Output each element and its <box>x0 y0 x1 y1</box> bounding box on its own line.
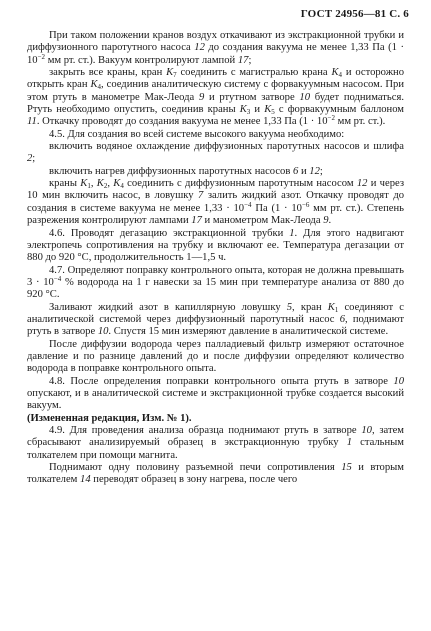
paragraph: краны $K_1$, $K_2$, $K_4$ соединить с диффузионным паротутным насосом 12 и через 10 мин включить насос, в ловушку 7 залить жидкий азот. Откачку проводят до создания в системе вакуума не менее $1,33 \cdot 10^{-4}$ Па ($1 \cdot 10^{-6}$ мм рт. ст.). Степень разрежения контролируют лампами 17 и манометром Мак-Леода 9. <box>27 178 405 227</box>
document-body <box>27 30 404 487</box>
paragraph: 4.8. После определения поправки контрольного опыта ртуть в затворе 10 опускают, и в аналитической системе и экстракционной трубке создается высокий вакуум. <box>27 375 404 412</box>
paragraph: 4.7. Определяют поправку контрольного опыта, которая не должна превышать $3 \cdot 10^{-4}$ % водорода на 1 г навески за 15 мин при температуре анализа от 880 до 920 °С. <box>27 264 404 301</box>
paragraph: включить нагрев диффузионных паротутных насосов 6 и 12; <box>49 165 323 177</box>
paragraph: закрыть все краны, кран $K_7$ соединить с магистралью крана $K_4$ и осторожно открыть кран $K_4$, соединив аналитическую систему с форвакуумным насосом. При этом ртуть в манометре Мак-Леода 9 и ртутном затворе 10 будет подниматься. Ртуть необходимо опустить, соединив краны $K_3$ и $K_5$ с форвакуумным баллоном 11. Откачку проводят до создания вакуума не менее 1,33 Па ($1 \cdot 10^{-2}$ мм рт. ст.). <box>27 67 404 128</box>
paragraph: Поднимают одну половину разъемной печи сопротивления 15 и вторым толкателем 14 переводят образец в зону нагрева, после чего <box>27 462 404 486</box>
paragraph: включить водяное охлаждение диффузионных паротутных насосов и шлифа 2; <box>27 141 404 165</box>
paragraph: После диффузии водорода через палладиевый фильтр измеряют остаточное давление и по разнице давлений до и после диффузии определяют количество водорода в поправке контрольного опыта. <box>27 338 404 375</box>
paragraph: 4.9. Для проведения анализа образца поднимают ртуть в затворе 10, затем сбрасывают анализируемый образец в экстракционную трубку 1 стальным толкателем при помощи магнита. <box>27 425 405 461</box>
paragraph: 4.6. Проводят дегазацию экстракционной трубки 1. Для этого надвигают электропечь сопротивления на трубку и включают ее. Температура дегазации от 880 до 920 °С, продолжительность 1—1,5 ч. <box>27 227 405 264</box>
paragraph: Заливают жидкий азот в капиллярную ловушку 5, кран $K_1$ соединяют с аналитической системой через диффузионный паротутный насос 6, поднимают ртуть в затворе 10. Спустя 15 мин измеряют давление в аналитической системе. <box>27 301 404 338</box>
paragraph: 4.5. Для создания во всей системе высокого вакуума необходимо: <box>49 128 345 140</box>
page-header: ГОСТ 24956—81 С. 6 <box>300 8 409 20</box>
paragraph: При таком положении кранов воздух откачивают из экстракционной трубки и диффузионного паротутного насоса 12 до создания вакуума не менее 1,33 Па ($1 \cdot 10^{-2}$ мм рт. ст.). Вакуум контролируют лампой 17; <box>27 30 405 66</box>
amendment-note: (Измененная редакция, Изм. № 1). <box>27 412 192 424</box>
